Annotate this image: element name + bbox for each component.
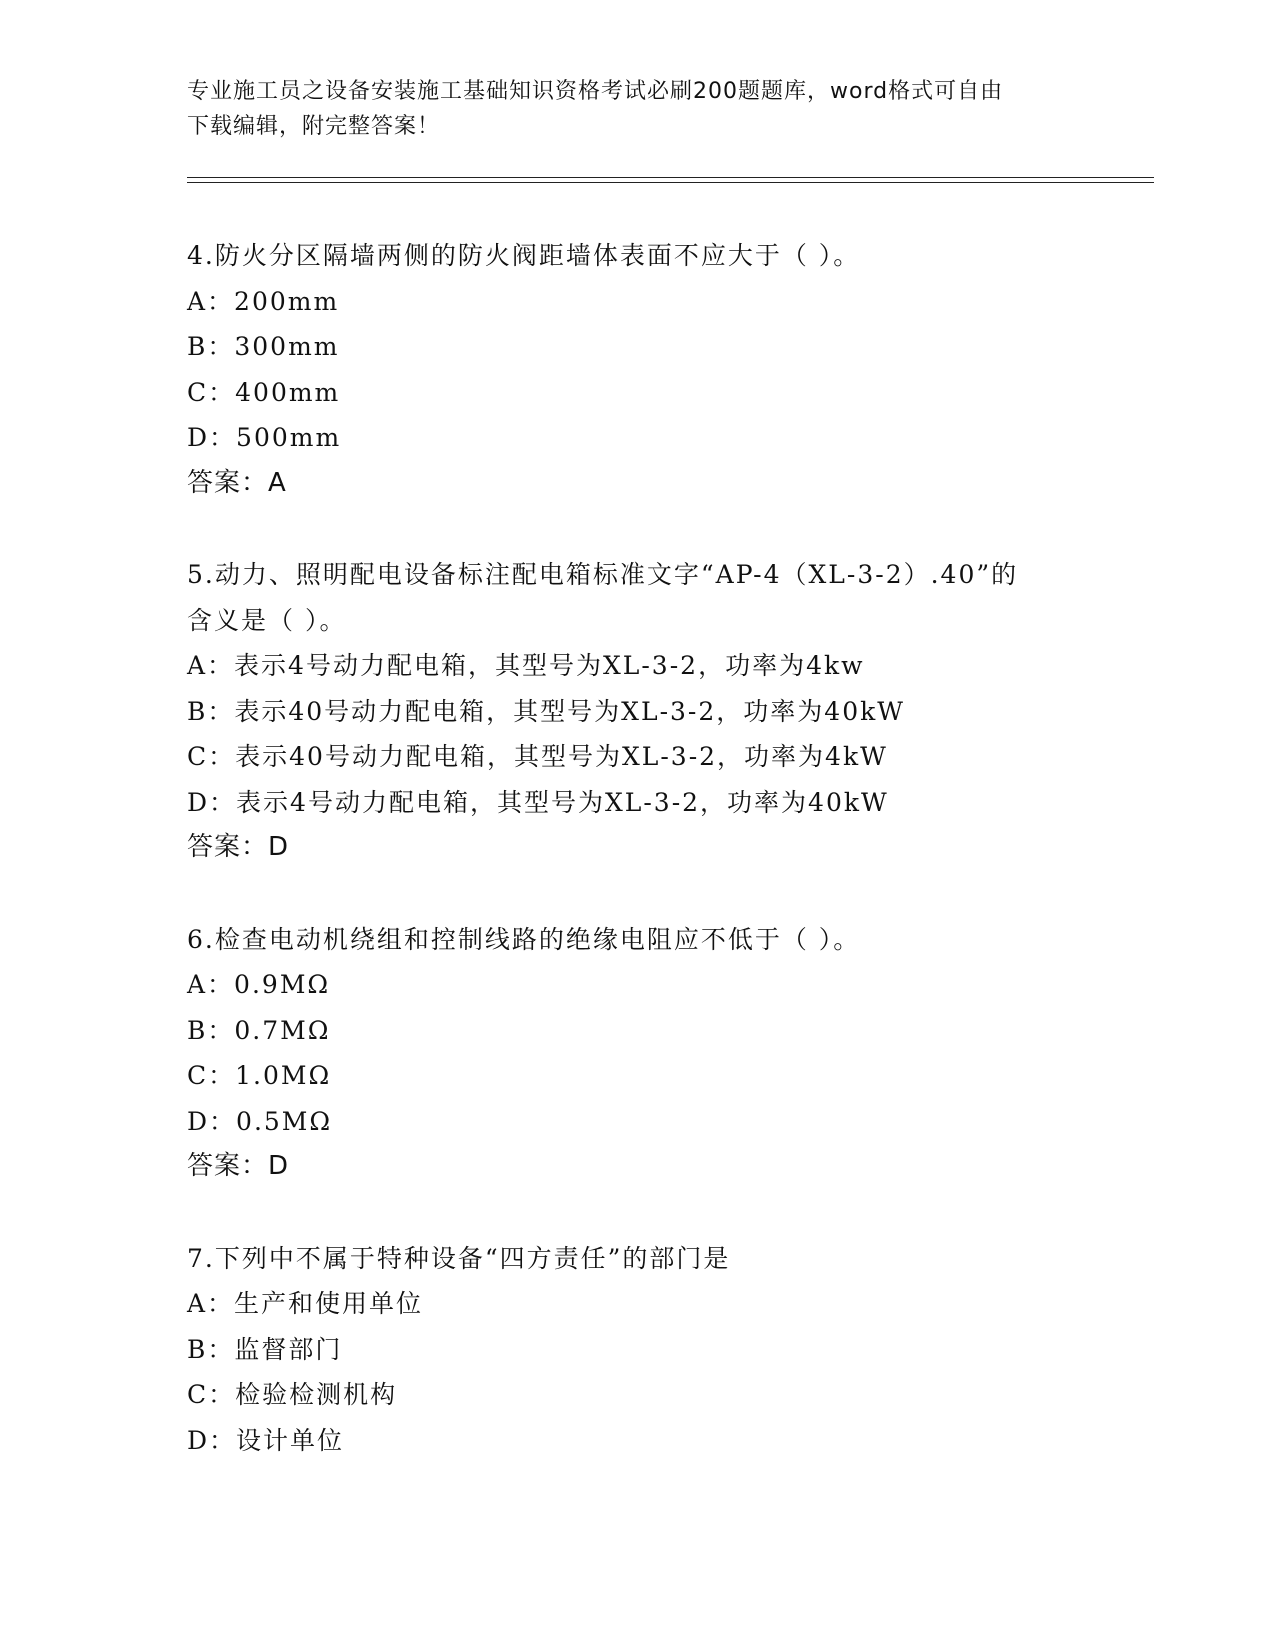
question-5	[187, 552, 1087, 871]
option-b: B：监督部门	[187, 1334, 343, 1364]
header-line-2: 下载编辑，附完整答案！	[187, 114, 441, 139]
option-d: D：500mm	[187, 423, 342, 452]
header-line-1: 专业施工员之设备安装施工基础知识资格考试必刷200题题库，word格式可自由	[187, 79, 1004, 104]
option-a: A：生产和使用单位	[187, 1289, 424, 1318]
option-a: A：0.9MΩ	[187, 970, 331, 999]
option-b: B：300mm	[187, 332, 340, 361]
option-d: D：表示4号动力配电箱，其型号为XL-3-2，功率为40kW	[187, 787, 889, 817]
option-c: C：1.0MΩ	[187, 1061, 332, 1090]
option-d: D：0.5MΩ	[187, 1106, 333, 1136]
header-rule-top	[187, 177, 1154, 178]
question-6	[187, 917, 1087, 1190]
answer: 答案：A	[187, 467, 287, 498]
question-list	[187, 233, 1087, 1509]
option-c: C：表示40号动力配电箱，其型号为XL-3-2，功率为4kW	[187, 742, 888, 771]
option-a: A：200mm	[187, 286, 340, 316]
question-7	[187, 1236, 1087, 1464]
question-stem: 6.检查电动机绕组和控制线路的绝缘电阻应不低于（ ）。	[187, 924, 861, 954]
question-4	[187, 233, 1087, 506]
answer: 答案：D	[187, 1151, 290, 1181]
option-b: B：0.7MΩ	[187, 1015, 331, 1045]
option-c: C：检验检测机构	[187, 1380, 398, 1409]
question-stem: 7.下列中不属于特种设备“四方责任”的部门是	[187, 1243, 731, 1273]
option-d: D：设计单位	[187, 1425, 345, 1455]
header-rule-bottom	[187, 182, 1154, 183]
option-b: B：表示40号动力配电箱，其型号为XL-3-2，功率为40kW	[187, 696, 905, 726]
question-stem-line-1: 5.动力、照明配电设备标注配电箱标准文字“AP-4（XL-3-2）.40”的	[187, 560, 1019, 589]
option-c: C：400mm	[187, 377, 341, 407]
option-a: A：表示4号动力配电箱，其型号为XL-3-2，功率为4kw	[187, 651, 865, 680]
document-header	[187, 74, 1067, 144]
question-stem-line-2: 含义是（ ）。	[187, 605, 347, 635]
question-stem: 4.防火分区隔墙两侧的防火阀距墙体表面不应大于（ ）。	[187, 241, 861, 270]
answer: 答案：D	[187, 832, 290, 862]
